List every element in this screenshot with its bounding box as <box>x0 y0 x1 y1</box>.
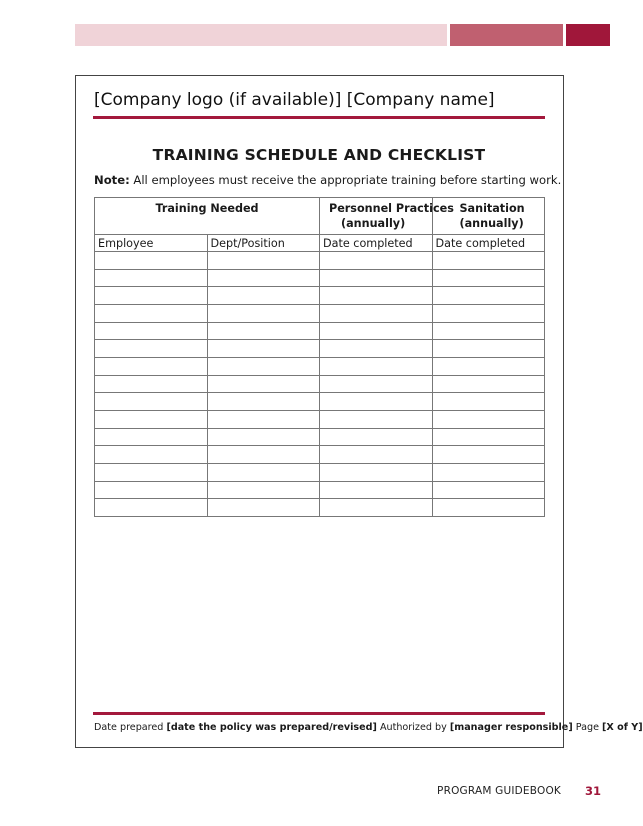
table-row <box>95 340 545 358</box>
table-cell[interactable] <box>207 304 320 322</box>
column-header-dept-position: Dept/Position <box>207 235 320 252</box>
table-cell[interactable] <box>320 252 433 270</box>
table-row <box>95 287 545 305</box>
table-cell[interactable] <box>95 287 208 305</box>
table-column-header-row <box>95 235 545 252</box>
note-label: Note: <box>94 173 130 187</box>
table-cell[interactable] <box>207 252 320 270</box>
authorized-by-value: [manager responsible] <box>449 722 573 733</box>
table-cell[interactable] <box>207 446 320 464</box>
date-prepared-value: [date the policy was prepared/revised] <box>166 722 377 733</box>
table-cell[interactable] <box>320 410 433 428</box>
company-line: [Company logo (if available)] [Company name] <box>94 90 495 110</box>
table-cell[interactable] <box>207 428 320 446</box>
sanitation-header-line2: (annually) <box>459 217 524 230</box>
table-row <box>95 322 545 340</box>
table-row <box>95 252 545 270</box>
page-title: TRAINING SCHEDULE AND CHECKLIST <box>152 146 486 164</box>
table-row <box>95 357 545 375</box>
table-cell[interactable] <box>320 340 433 358</box>
table-cell[interactable] <box>432 357 545 375</box>
table-cell[interactable] <box>320 481 433 499</box>
guidebook-label: PROGRAM GUIDEBOOK <box>437 785 561 797</box>
table-cell[interactable] <box>432 499 545 517</box>
table-cell[interactable] <box>320 393 433 411</box>
table-cell[interactable] <box>432 481 545 499</box>
top-rule <box>93 116 545 119</box>
table-group-header-row <box>95 198 545 235</box>
table-cell[interactable] <box>432 304 545 322</box>
personnel-header-line2: (annually) <box>341 217 406 230</box>
table-cell[interactable] <box>320 375 433 393</box>
table-cell[interactable] <box>432 322 545 340</box>
table-cell[interactable] <box>95 410 208 428</box>
date-prepared-label: Date prepared <box>94 722 167 733</box>
table-cell[interactable] <box>432 252 545 270</box>
column-header-personnel-date: Date completed <box>320 235 433 252</box>
header-bar-light <box>75 24 447 46</box>
table-cell[interactable] <box>207 481 320 499</box>
bottom-rule <box>93 712 545 715</box>
page-value: [X of Y] <box>602 722 643 733</box>
table-cell[interactable] <box>432 340 545 358</box>
table-cell[interactable] <box>432 269 545 287</box>
table-cell[interactable] <box>95 428 208 446</box>
training-needed-header: Training Needed <box>95 198 320 235</box>
table-cell[interactable] <box>95 304 208 322</box>
table-cell[interactable] <box>432 375 545 393</box>
table-body <box>95 252 545 517</box>
table-row <box>95 410 545 428</box>
table-cell[interactable] <box>95 393 208 411</box>
table-row <box>95 393 545 411</box>
table-cell[interactable] <box>432 410 545 428</box>
table-cell[interactable] <box>320 463 433 481</box>
table-row <box>95 304 545 322</box>
column-header-sanitation-date: Date completed <box>432 235 545 252</box>
sanitation-header-line1: Sanitation <box>459 202 525 215</box>
note-text: All employees must receive the appropriate training before starting work. <box>129 173 562 187</box>
page-label: Page <box>572 722 603 733</box>
personnel-practices-header <box>320 198 454 235</box>
table-cell[interactable] <box>95 357 208 375</box>
table-cell[interactable] <box>432 287 545 305</box>
header-bar-dark <box>566 24 610 46</box>
footer-line <box>94 722 643 733</box>
table-cell[interactable] <box>95 463 208 481</box>
table-row <box>95 375 545 393</box>
table-cell[interactable] <box>95 322 208 340</box>
table-cell[interactable] <box>320 428 433 446</box>
table-cell[interactable] <box>95 340 208 358</box>
table-row <box>95 446 545 464</box>
table-row <box>95 499 545 517</box>
table-cell[interactable] <box>320 269 433 287</box>
table-cell[interactable] <box>95 269 208 287</box>
authorized-by-label: Authorized by <box>376 722 450 733</box>
table-cell[interactable] <box>320 499 433 517</box>
table-cell[interactable] <box>320 322 433 340</box>
training-table <box>94 197 545 517</box>
personnel-header-line1: Personnel Practices <box>329 202 454 215</box>
table-row <box>95 428 545 446</box>
column-header-employee: Employee <box>95 235 208 252</box>
table-cell[interactable] <box>95 252 208 270</box>
table-cell[interactable] <box>95 499 208 517</box>
table-cell[interactable] <box>207 322 320 340</box>
table-row <box>95 481 545 499</box>
table-cell[interactable] <box>207 340 320 358</box>
table-cell[interactable] <box>320 446 433 464</box>
table-cell[interactable] <box>95 446 208 464</box>
table-cell[interactable] <box>207 287 320 305</box>
table-cell[interactable] <box>320 357 433 375</box>
table-cell[interactable] <box>432 463 545 481</box>
table-cell[interactable] <box>207 357 320 375</box>
table-cell[interactable] <box>207 463 320 481</box>
table-cell[interactable] <box>432 393 545 411</box>
table-cell[interactable] <box>95 481 208 499</box>
table-row <box>95 463 545 481</box>
table-cell[interactable] <box>432 428 545 446</box>
table-row <box>95 269 545 287</box>
table-cell[interactable] <box>320 304 433 322</box>
table-cell[interactable] <box>207 499 320 517</box>
table-cell[interactable] <box>320 287 433 305</box>
note-line <box>94 173 562 187</box>
table-cell[interactable] <box>207 393 320 411</box>
page-number: 31 <box>585 784 602 798</box>
table-cell[interactable] <box>432 446 545 464</box>
table-cell[interactable] <box>207 269 320 287</box>
table-cell[interactable] <box>207 375 320 393</box>
table-cell[interactable] <box>207 410 320 428</box>
table-cell[interactable] <box>95 375 208 393</box>
header-bar-mid <box>450 24 563 46</box>
